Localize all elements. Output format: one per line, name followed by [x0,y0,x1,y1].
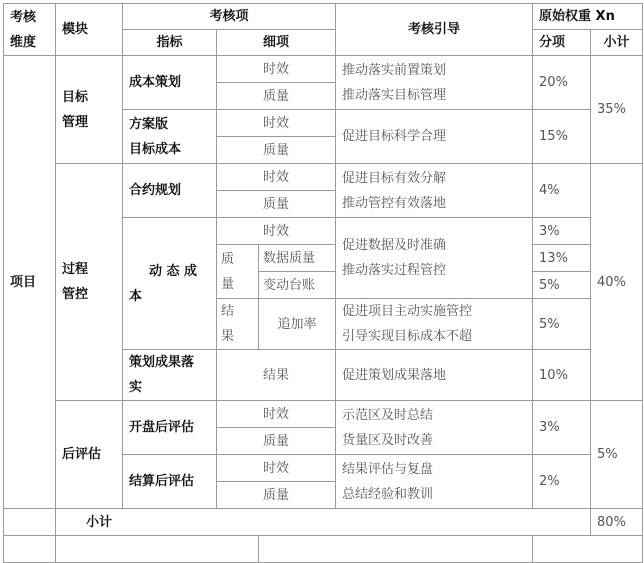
detail: 追加率 [259,299,336,350]
weight: 3% [533,401,591,455]
header-sub-item: 分项 [533,30,591,56]
subtotal: 5% [591,401,643,509]
weight: 20% [533,56,591,110]
detail-quality: 质 量 [217,245,259,299]
subtotal: 40% [591,164,643,401]
header-weight: 原始权重 Xn [533,4,643,30]
detail: 时效 [217,401,336,428]
indicator-dynamic-cost: 动 态 成 本 [123,218,217,350]
detail: 结果 [217,350,336,401]
weight: 2% [533,455,591,509]
detail: 时效 [217,218,336,245]
detail: 变动台账 [259,272,336,299]
weight: 10% [533,350,591,401]
header-dimension: 考核 维度 [4,4,56,56]
empty-cell [4,536,56,563]
indicator-contract: 合约规划 [123,164,217,218]
indicator-scheme: 方案版 目标成本 [123,110,217,164]
total-row [4,509,643,536]
empty-cell [259,536,533,563]
header-item: 考核项 [123,4,336,30]
detail: 数据质量 [259,245,336,272]
detail: 质量 [217,137,336,164]
empty-cell [4,509,56,536]
indicator-opening: 开盘后评估 [123,401,217,455]
detail: 时效 [217,110,336,137]
weight: 5% [533,272,591,299]
indicator-settlement: 结算后评估 [123,455,217,509]
guide: 示范区及时总结 货量区及时改善 [336,401,533,455]
total-label: 小计 [56,509,591,536]
indicator-landing: 策划成果落 实 [123,350,217,401]
detail: 质量 [217,482,336,509]
assessment-table [3,3,643,563]
weight: 4% [533,164,591,218]
module-process: 过程 管控 [56,164,123,401]
weight: 13% [533,245,591,272]
total-value: 80% [591,509,643,536]
weight: 3% [533,218,591,245]
header-module: 模块 [56,4,123,56]
guide: 推动落实前置策划 推动落实目标管理 [336,56,533,110]
detail: 质量 [217,83,336,110]
subtotal: 35% [591,56,643,164]
guide: 结果评估与复盘 总结经验和教训 [336,455,533,509]
indicator-cost-planning: 成本策划 [123,56,217,110]
empty-cell [56,536,259,563]
header-indicator: 指标 [123,30,217,56]
table-row [4,164,643,191]
guide: 促进数据及时准确 推动落实过程管控 [336,218,533,299]
guide: 促进项目主动实施管控 引导实现目标成本不超 [336,299,533,350]
guide: 促进策划成果落地 [336,350,533,401]
empty-cell [533,536,643,563]
detail-result: 结 果 [217,299,259,350]
header-subtotal: 小计 [591,30,643,56]
guide: 促进目标有效分解 推动管控有效落地 [336,164,533,218]
header-detail: 细项 [217,30,336,56]
module-target: 目标 管理 [56,56,123,164]
module-post: 后评估 [56,401,123,509]
table-row [4,536,643,563]
weight: 15% [533,110,591,164]
table-row [4,401,643,428]
guide: 促进目标科学合理 [336,110,533,164]
detail: 时效 [217,164,336,191]
header-row [4,4,643,30]
dimension-cell: 项目 [4,56,56,509]
detail: 质量 [217,428,336,455]
header-guide: 考核引导 [336,4,533,56]
weight: 5% [533,299,591,350]
detail: 时效 [217,455,336,482]
detail: 质量 [217,191,336,218]
table-row [4,56,643,83]
detail: 时效 [217,56,336,83]
